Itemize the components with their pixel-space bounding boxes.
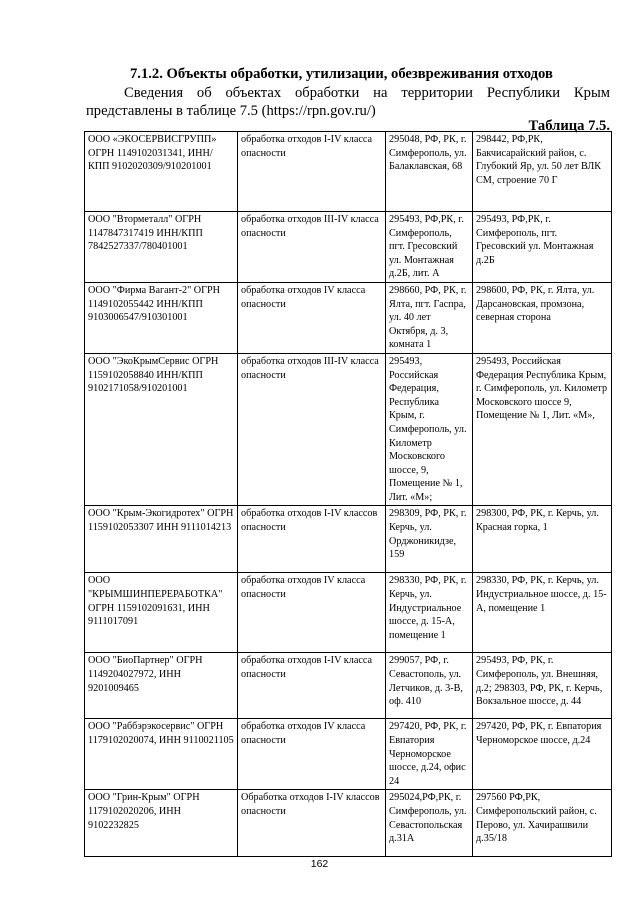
- facility-address-cell: 297420, РФ, РК, г. Евпатория Черноморское шоссе, д.24: [473, 719, 612, 790]
- legal-address-cell: 299057, РФ, г. Севастополь, ул. Летчиков, д. 3-В, оф. 410: [386, 653, 473, 719]
- facility-address-cell: 298442, РФ,РК, Бакчисарайский район, с. Глубокий Яр, ул. 50 лет ВЛК СМ, строение 70 Г: [473, 132, 612, 212]
- organization-cell: ООО "Раббэрэкосервис" ОГРН 1179102020074, ИНН 9110021105: [85, 719, 238, 790]
- activity-cell: обработка отходов IV класса опасности: [238, 719, 386, 790]
- table-row: [85, 719, 612, 790]
- section-heading: 7.1.2. Объекты обработки, утилизации, обезвреживания отходов: [130, 66, 553, 82]
- table-row: [85, 212, 612, 283]
- page-number: 162: [310, 858, 329, 870]
- activity-cell: Обработка отходов I-IV классов опасности: [238, 790, 386, 857]
- organization-cell: ООО "Фирма Вагант-2" ОГРН 1149102055442 ИНН/КПП 9103006547/910301001: [85, 282, 238, 353]
- table-row: [85, 353, 612, 506]
- intro-line-1: Сведения об объектах обработки на территории Республики Крым: [124, 85, 610, 101]
- activity-cell: обработка отходов IV класса опасности: [238, 282, 386, 353]
- table-row: [85, 653, 612, 719]
- activity-cell: обработка отходов III-IV класса опасности: [238, 212, 386, 283]
- organization-cell: ООО "ЭкоКрымСервис ОГРН 1159102058840 ИНН/КПП 9102171058/910201001: [85, 353, 238, 506]
- table-row: [85, 573, 612, 653]
- activity-cell: обработка отходов I-IV класса опасности: [238, 653, 386, 719]
- facility-address-cell: 295493, РФ, РК, г. Симферополь, ул. Внешняя, д.2; 298303, РФ, РК, г. Керчь, Вокзальное шоссе, д. 44: [473, 653, 612, 719]
- waste-processing-table: [84, 131, 612, 857]
- facility-address-cell: 297560 РФ,РК, Симферопольский район, с. Перово, ул. Хачирашвили д.35/18: [473, 790, 612, 857]
- legal-address-cell: 298660, РФ, РК, г. Ялта, пгт. Гаспра, ул. 40 лет Октября, д. 3, комната 1: [386, 282, 473, 353]
- legal-address-cell: 295493, Российская Федерация, Республика Крым, г. Симферополь, ул. Километр Московского шоссе, 9, Помещение № 1, Лит. «М»;: [386, 353, 473, 506]
- organization-cell: ООО "Вторметалл" ОГРН 1147847317419 ИНН/КПП 7842527337/780401001: [85, 212, 238, 283]
- activity-cell: обработка отходов IV класса опасности: [238, 573, 386, 653]
- facility-address-cell: 298600, РФ, РК, г. Ялта, ул. Дарсановская, промзона, северная сторона: [473, 282, 612, 353]
- table-row: [85, 790, 612, 857]
- organization-cell: ООО "БиоПартнер" ОГРН 1149204027972, ИНН 9201009465: [85, 653, 238, 719]
- activity-cell: обработка отходов III-IV класса опасности: [238, 353, 386, 506]
- table-row: [85, 282, 612, 353]
- facility-address-cell: 295493, Российская Федерация Республика Крым, г. Симферополь, ул. Километр Московского шоссе 9, Помещение № 1, Лит. «М»,: [473, 353, 612, 506]
- organization-cell: ООО "КРЫМШИНПЕРЕРАБОТКА" ОГРН 1159102091631, ИНН 9111017091: [85, 573, 238, 653]
- legal-address-cell: 298309, РФ, РК, г. Керчь, ул. Орджоникидзе, 159: [386, 506, 473, 573]
- intro-line-2: представлены в таблице 7.5 (https://rpn.gov.ru/): [86, 103, 376, 119]
- facility-address-cell: 298300, РФ, РК, г. Керчь, ул. Красная горка, 1: [473, 506, 612, 573]
- legal-address-cell: 295493, РФ,РК, г. Симферополь, пгт. Гресовский ул. Монтажная д.2Б, лит. А: [386, 212, 473, 283]
- table-caption: Таблица 7.5.: [528, 118, 610, 134]
- facility-address-cell: 295493, РФ,РК, г. Симферополь, пгт. Гресовский ул. Монтажная д.2Б: [473, 212, 612, 283]
- table-row: [85, 506, 612, 573]
- activity-cell: обработка отходов I-IV класса опасности: [238, 132, 386, 212]
- table-row: [85, 132, 612, 212]
- organization-cell: ООО "Грин-Крым" ОГРН 1179102020206, ИНН 9102232825: [85, 790, 238, 857]
- legal-address-cell: 298330, РФ, РК, г. Керчь, ул. Индустриальное шоссе, д. 15-А, помещение 1: [386, 573, 473, 653]
- activity-cell: обработка отходов I-IV классов опасности: [238, 506, 386, 573]
- legal-address-cell: 297420, РФ, РК, г. Евпатория Черноморское шоссе, д.24, офис 24: [386, 719, 473, 790]
- facility-address-cell: 298330, РФ, РК, г. Керчь, ул. Индустриальное шоссе, д. 15-А, помещение 1: [473, 573, 612, 653]
- legal-address-cell: 295048, РФ, РК, г. Симферополь, ул. Балаклавская, 68: [386, 132, 473, 212]
- organization-cell: ООО "Крым-Экогидротех" ОГРН 1159102053307 ИНН 9111014213: [85, 506, 238, 573]
- organization-cell: ООО «ЭКОСЕРВИСГРУПП» ОГРН 1149102031341, ИНН/КПП 9102020309/910201001: [85, 132, 238, 212]
- legal-address-cell: 295024,РФ,РК, г. Симферополь, ул. Севастопольская д.31А: [386, 790, 473, 857]
